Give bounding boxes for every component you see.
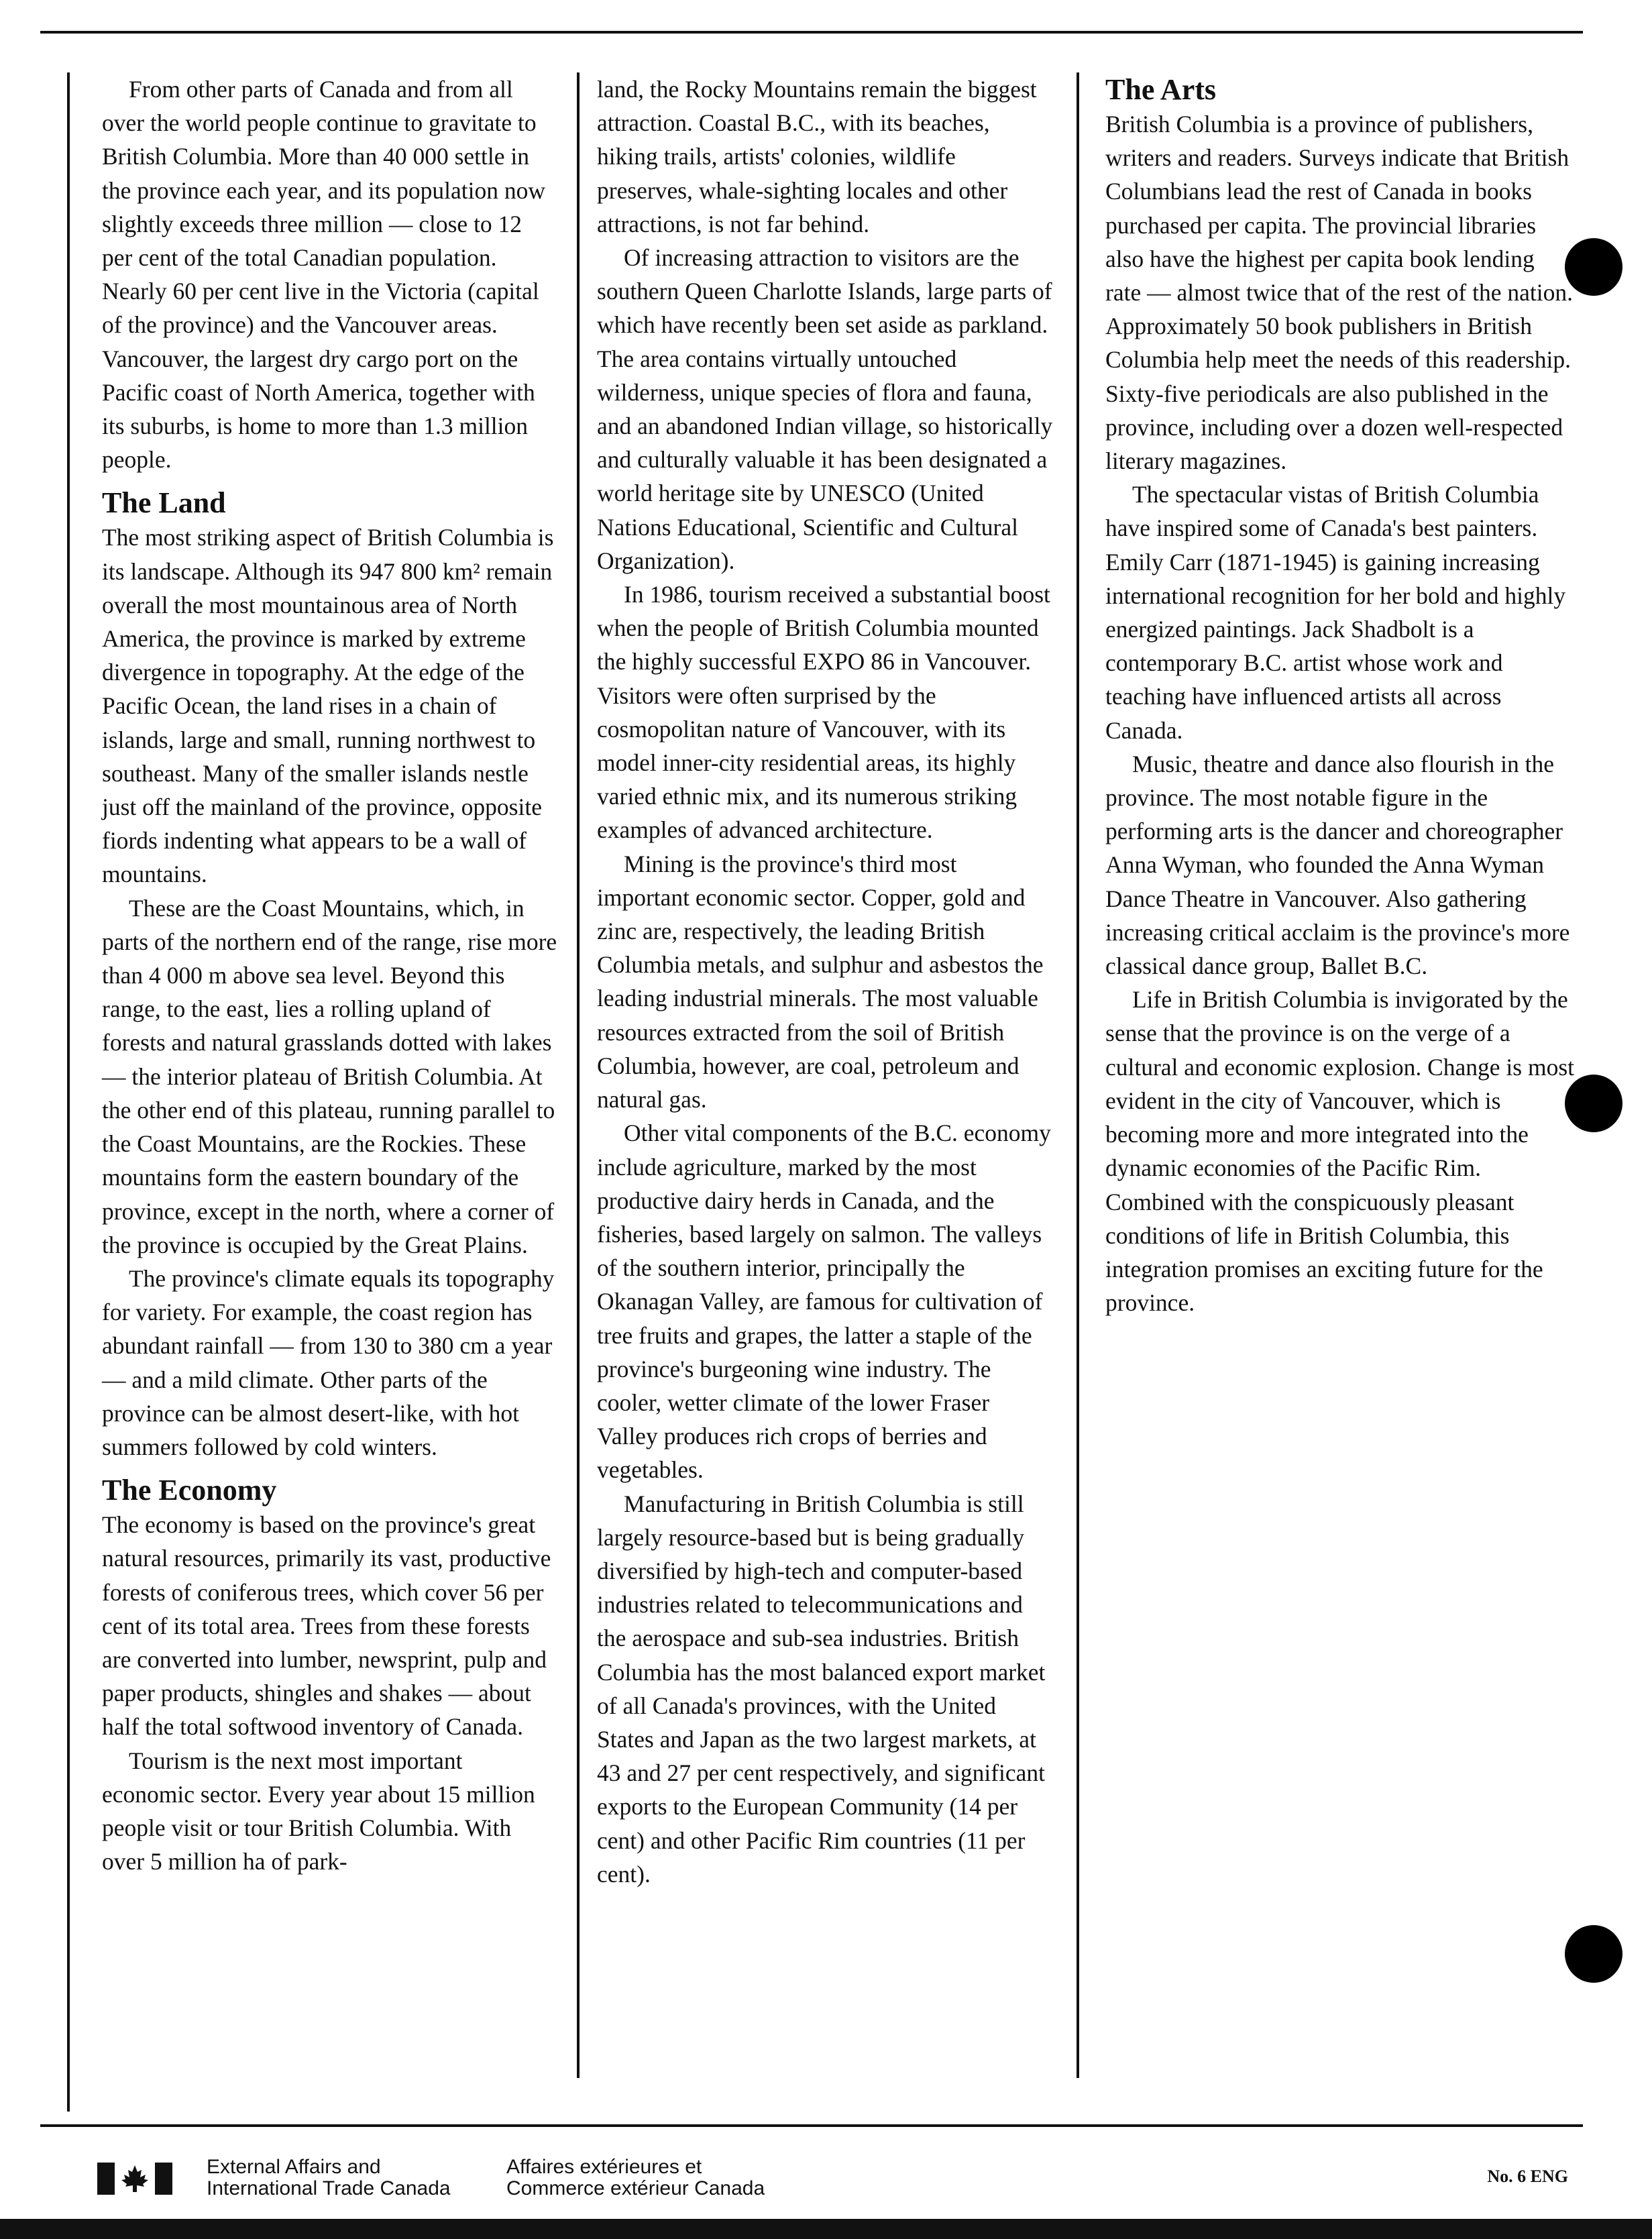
column-1 — [102, 72, 558, 1878]
paragraph: The economy is based on the province's great natural resources, primarily its vast, productive forests of coniferous trees, which cover 56 per cent of its total area. Trees from these forests are converted into lumber, newsprint, pulp and paper products, shingles and shakes — about half the total softwood inventory of Canada. — [102, 1511, 551, 1741]
paragraph: In 1986, tourism received a substantial boost when the people of British Columbia mounted the highly successful EXPO 86 in Vancouver. Visitors were often surprised by the cosmopolitan nature of Vancouver, with its model inner-city residential areas, its highly varied ethnic mix, and its numerous striking examples of advanced architecture. — [597, 581, 1050, 844]
footer-english-name — [207, 2156, 451, 2199]
bottom-bar — [0, 2219, 1652, 2239]
binder-hole-top — [1565, 238, 1622, 296]
paragraph: Other vital components of the B.C. economy include agriculture, marked by the most productive dairy herds in Canada, and the fisheries, based largely on salmon. The valleys of the southern interior, principally the Okanagan Valley, are famous for cultivation of tree fruits and grapes, the latter a staple of the province's burgeoning wine industry. The cooler, wetter climate of the lower Fraser Valley produces rich crops of berries and vegetables. — [597, 1120, 1051, 1484]
footer-english-line1: External Affairs and — [207, 2156, 381, 2178]
footer-french-line1: Affaires extérieures et — [506, 2156, 702, 2178]
section-heading: The Economy — [102, 1474, 277, 1507]
column-divider-left — [67, 72, 70, 2112]
canada-flag-icon — [97, 2161, 172, 2196]
paragraph: Life in British Columbia is invigorated by the sense that the province is on the verge of a cultural and economic explosion. Change is most evident in the city of Vancouver, which is becoming more and more integrated into the dynamic economies of the Pacific Rim. Combined with the conspicuously pleasant conditions of life in British Columbia, this integration promises an exciting future for the province. — [1105, 986, 1575, 1317]
paragraph: Of increasing attraction to visitors are the southern Queen Charlotte Islands, large parts of which have recently been set aside as parkland. The area contains virtually untouched wilderness, unique species of flora and fauna, and an abandoned Indian village, so historically and culturally valuable it has been designated a world heritage site by UNESCO (United Nations Educational, Scientific and Cultural Organization). — [597, 244, 1053, 574]
paragraph: British Columbia is a province of publishers, writers and readers. Surveys indicate that British Columbians lead the rest of Canada in books purchased per capita. The provincial libraries also have the highest per capita book lending rate — almost twice that of the rest of the nation. Approximately 50 book publishers in British Columbia help meet the needs of this readership. Sixty-five periodicals are also published in the province, including over a dozen well-respected literary magazines. — [1105, 111, 1573, 475]
column-3 — [1105, 72, 1575, 1319]
binder-hole-bottom — [1565, 1925, 1622, 1983]
paragraph: The most striking aspect of British Columbia is its landscape. Although its 947 800 km² remain overall the most mountainous area of North America, the province is marked by extreme divergence in topography. At the edge of the Pacific Ocean, the land rises in a chain of islands, large and small, running northwest to southeast. Many of the smaller islands nestle just off the mainland of the province, opposite fiords indenting what appears to be a wall of mountains. — [102, 524, 554, 888]
paragraph: The spectacular vistas of British Columbia have inspired some of Canada's best painters. Emily Carr (1871-1945) is gaining increasing international recognition for her bold and highly energized paintings. Jack Shadbolt is a contemporary B.C. artist whose work and teaching have influenced artists all across Canada. — [1105, 481, 1566, 744]
section-heading: The Arts — [1105, 73, 1216, 106]
column-2 — [597, 72, 1053, 1891]
paragraph: land, the Rocky Mountains remain the biggest attraction. Coastal B.C., with its beaches, hiking trails, artists' colonies, wildlife preserves, whale-sighting locales and other attractions, is not far behind. — [597, 76, 1037, 237]
paragraph: Mining is the province's third most important economic sector. Copper, gold and zinc are, respectively, the leading British Columbia metals, and sulphur and asbestos the leading industrial minerals. The most valuable resources extracted from the soil of British Columbia, however, are coal, petroleum and natural gas. — [597, 850, 1044, 1113]
footer-french-name — [506, 2156, 765, 2199]
section-heading: The Land — [102, 486, 226, 520]
top-rule — [40, 31, 1583, 34]
column-divider-middle-1 — [577, 72, 580, 2078]
document-number: No. 6 ENG — [1487, 2167, 1568, 2186]
bottom-rule — [40, 2124, 1583, 2127]
binder-hole-middle — [1565, 1075, 1622, 1132]
footer-french-line2: Commerce extérieur Canada — [506, 2177, 765, 2199]
paragraph: Tourism is the next most important economic sector. Every year about 15 million people visit or tour British Columbia. With over 5 million ha of park- — [102, 1747, 535, 1875]
paragraph: The province's climate equals its topography for variety. For example, the coast region has abundant rainfall — from 130 to 380 cm a year — and a mild climate. Other parts of the province can be almost desert-like, with hot summers followed by cold winters. — [102, 1264, 555, 1460]
column-divider-middle-2 — [1077, 72, 1079, 2078]
paragraph: From other parts of Canada and from all over the world people continue to gravitate to British Columbia. More than 40 000 settle in the province each year, and its population now slightly exceeds three million — close to 12 per cent of the total Canadian population. Nearly 60 per cent live in the Victoria (capital of the province) and the Vancouver areas. Vancouver, the largest dry cargo port on the Pacific coast of North America, together with its suburbs, is home to more than 1.3 million people. — [102, 76, 546, 474]
paragraph: These are the Coast Mountains, which, in parts of the northern end of the range, rise more than 4 000 m above sea level. Beyond this range, to the east, lies a rolling upland of forests and natural grasslands dotted with lakes — the interior plateau of British Columbia. At the other end of this plateau, running parallel to the Coast Mountains, are the Rockies. These mountains form the eastern boundary of the province, except in the north, where a corner of the province is occupied by the Great Plains. — [102, 894, 557, 1258]
footer-english-line2: International Trade Canada — [207, 2177, 451, 2199]
paragraph: Manufacturing in British Columbia is still largely resource-based but is being gradually diversified by high-tech and computer-based industries related to telecommunications and the aerospace and sub-sea industries. British Columbia has the most balanced export market of all Canada's provinces, with the United States and Japan as the two largest markets, at 43 and 27 per cent respectively, and significant exports to the European Community (14 per cent) and other Pacific Rim countries (11 per cent). — [597, 1490, 1046, 1888]
paragraph: Music, theatre and dance also flourish in the province. The most notable figure in the performing arts is the dancer and choreographer Anna Wyman, who founded the Anna Wyman Dance Theatre in Vancouver. Also gathering increasing critical acclaim is the province's more classical dance group, Ballet B.C. — [1105, 750, 1570, 980]
